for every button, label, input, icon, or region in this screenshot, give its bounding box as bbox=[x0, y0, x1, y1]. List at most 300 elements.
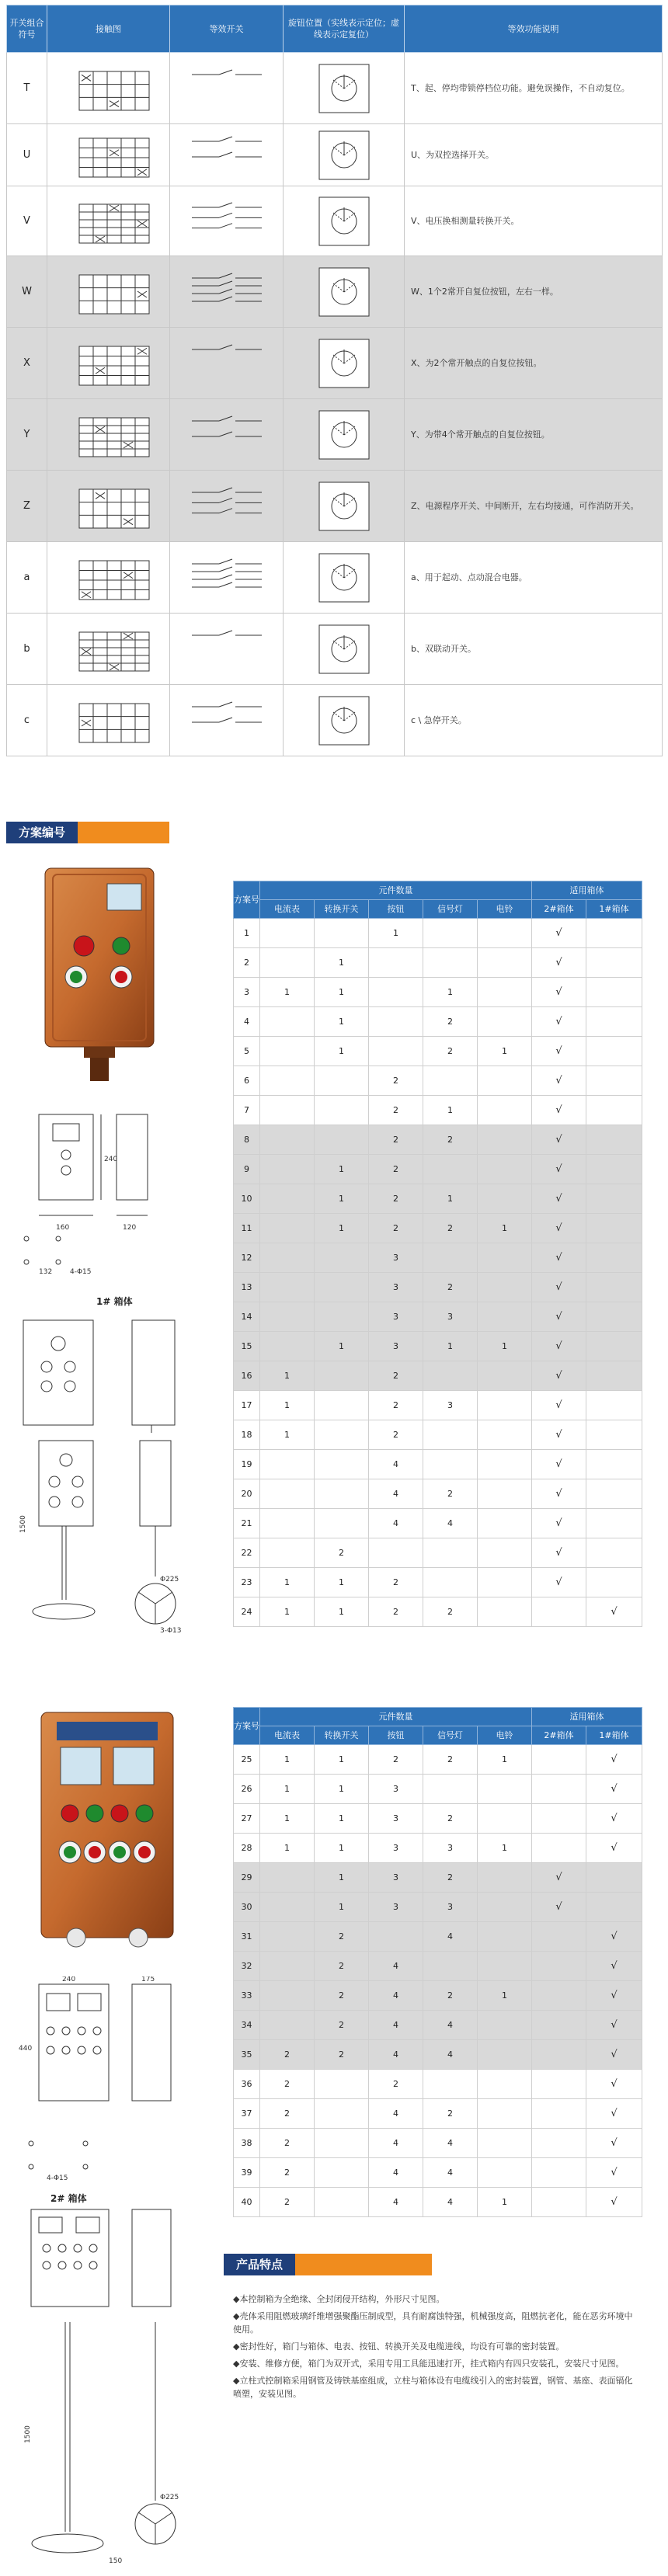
table-cell: 2 bbox=[260, 2070, 315, 2099]
t1-col-header: 电流表 bbox=[260, 900, 315, 919]
table-cell: 2 bbox=[369, 1420, 423, 1450]
t2-col-header: 信号灯 bbox=[423, 1726, 478, 1745]
table-cell: √ bbox=[532, 919, 586, 948]
table-cell bbox=[478, 1302, 532, 1332]
table-cell bbox=[478, 978, 532, 1007]
table-cell: 4 bbox=[369, 1479, 423, 1509]
function-description: c \ 急停开关。 bbox=[405, 685, 663, 756]
contact-diagram bbox=[62, 64, 155, 113]
table-cell bbox=[586, 1450, 642, 1479]
table-row bbox=[234, 1893, 642, 1922]
scheme-number: 21 bbox=[234, 1509, 260, 1538]
table-cell: 3 bbox=[369, 1243, 423, 1273]
contact-diagram-cell bbox=[47, 542, 170, 614]
table-cell: 2 bbox=[260, 2129, 315, 2158]
table-cell bbox=[478, 1184, 532, 1214]
header-equivalent-switch: 等效开关 bbox=[170, 5, 284, 53]
table-cell: √ bbox=[532, 948, 586, 978]
contact-diagram bbox=[62, 553, 155, 603]
table-cell bbox=[478, 1804, 532, 1834]
table-cell bbox=[586, 1863, 642, 1893]
table-cell: 2 bbox=[369, 1214, 423, 1243]
table-cell bbox=[478, 1597, 532, 1627]
scheme-number: 2 bbox=[234, 948, 260, 978]
contact-diagram-cell bbox=[47, 256, 170, 328]
t1-col-header: 2#箱体 bbox=[532, 900, 586, 919]
table-cell: √ bbox=[586, 1597, 642, 1627]
table-cell: 3 bbox=[369, 1302, 423, 1332]
table-cell bbox=[315, 2099, 369, 2129]
table-cell: 4 bbox=[369, 2129, 423, 2158]
equivalent-switch-cell bbox=[170, 542, 284, 614]
knob-position-cell bbox=[284, 614, 405, 685]
table-row bbox=[234, 1214, 642, 1243]
function-description: W、1个2常开自复位按钮，左右一样。 bbox=[405, 256, 663, 328]
scheme-number: 3 bbox=[234, 978, 260, 1007]
t1-col-header: 电铃 bbox=[478, 900, 532, 919]
table-cell bbox=[260, 1037, 315, 1066]
table-row bbox=[234, 1981, 642, 2011]
table-cell: 2 bbox=[423, 1479, 478, 1509]
scheme-number: 23 bbox=[234, 1568, 260, 1597]
table-cell bbox=[586, 1125, 642, 1155]
table-cell: 4 bbox=[369, 2011, 423, 2040]
table-cell: √ bbox=[532, 1391, 586, 1420]
table-cell: 4 bbox=[423, 1922, 478, 1952]
scheme-section-title: 方案编号 bbox=[6, 822, 78, 843]
table-cell bbox=[586, 1479, 642, 1509]
table-cell bbox=[478, 1155, 532, 1184]
switch-row bbox=[7, 256, 663, 328]
table-row bbox=[234, 2188, 642, 2217]
table-cell bbox=[260, 1125, 315, 1155]
table-cell: 1 bbox=[260, 1420, 315, 1450]
table-row bbox=[234, 978, 642, 1007]
table-row bbox=[234, 1479, 642, 1509]
table-cell bbox=[586, 1214, 642, 1243]
switch-row bbox=[7, 186, 663, 256]
table-cell bbox=[478, 1273, 532, 1302]
table-cell: √ bbox=[532, 1893, 586, 1922]
table-cell bbox=[315, 1479, 369, 1509]
table-cell bbox=[369, 978, 423, 1007]
table-cell bbox=[586, 1037, 642, 1066]
table-cell: 1 bbox=[315, 1745, 369, 1775]
function-description: X、为2个常开触点的自复位按钮。 bbox=[405, 328, 663, 399]
t1-col-header: 转换开关 bbox=[315, 900, 369, 919]
table-cell bbox=[586, 1391, 642, 1420]
table-cell: √ bbox=[586, 1775, 642, 1804]
table-cell bbox=[532, 1952, 586, 1981]
knob-position-diagram bbox=[313, 128, 375, 183]
table-cell: 1 bbox=[260, 1804, 315, 1834]
scheme-number: 9 bbox=[234, 1155, 260, 1184]
table-cell bbox=[586, 1893, 642, 1922]
table-cell: √ bbox=[586, 2099, 642, 2129]
switch-combination-table bbox=[6, 5, 663, 756]
table-cell: √ bbox=[586, 1922, 642, 1952]
table-cell: 4 bbox=[369, 1981, 423, 2011]
equivalent-switch-cell bbox=[170, 53, 284, 124]
box2-pedestal-hole: 150 bbox=[109, 2557, 123, 2565]
table-row bbox=[234, 1834, 642, 1863]
header-knob-position: 旋钮位置（实线表示定位；虚线表示定复位） bbox=[284, 5, 405, 53]
table-cell: 2 bbox=[423, 1214, 478, 1243]
box2-dim-holes: 4-Φ15 bbox=[47, 2174, 68, 2182]
table-row bbox=[234, 1745, 642, 1775]
contact-diagram bbox=[62, 410, 155, 460]
table-cell bbox=[586, 1007, 642, 1037]
table-cell bbox=[532, 2011, 586, 2040]
scheme-number: 12 bbox=[234, 1243, 260, 1273]
knob-position-cell bbox=[284, 542, 405, 614]
table-cell: √ bbox=[532, 1332, 586, 1361]
table-cell bbox=[423, 1538, 478, 1568]
table-cell bbox=[478, 1568, 532, 1597]
knob-position-cell bbox=[284, 328, 405, 399]
scheme-number: 5 bbox=[234, 1037, 260, 1066]
table-cell bbox=[586, 978, 642, 1007]
knob-position-diagram bbox=[313, 265, 375, 319]
table-cell bbox=[260, 1155, 315, 1184]
equivalent-switch-cell bbox=[170, 256, 284, 328]
feature-item: ◆安装、维修方便，箱门为双开式，采用专用工具能迅速打开，挂式箱内有四只安装孔，安装尺寸见图。 bbox=[233, 2359, 625, 2369]
table-cell: 4 bbox=[369, 2188, 423, 2217]
table-cell bbox=[260, 1273, 315, 1302]
table-cell: 1 bbox=[478, 1332, 532, 1361]
switch-code: Z bbox=[7, 471, 47, 542]
knob-position-cell bbox=[284, 186, 405, 256]
table-cell: 2 bbox=[369, 1568, 423, 1597]
table-cell: 2 bbox=[315, 1981, 369, 2011]
switch-row bbox=[7, 542, 663, 614]
table-cell bbox=[478, 948, 532, 978]
equivalent-switch-diagram bbox=[184, 553, 270, 603]
knob-position-cell bbox=[284, 256, 405, 328]
table-row bbox=[234, 2158, 642, 2188]
scheme-number: 17 bbox=[234, 1391, 260, 1420]
table-cell bbox=[260, 1184, 315, 1214]
table-cell bbox=[478, 1391, 532, 1420]
table-cell: 3 bbox=[369, 1804, 423, 1834]
table-cell bbox=[315, 1125, 369, 1155]
table-cell bbox=[586, 1243, 642, 1273]
table-cell: √ bbox=[532, 1450, 586, 1479]
equivalent-switch-diagram bbox=[184, 130, 270, 180]
table-cell: 1 bbox=[315, 1597, 369, 1627]
table-cell bbox=[423, 1066, 478, 1096]
equivalent-switch-diagram bbox=[184, 410, 270, 460]
table-cell bbox=[260, 1302, 315, 1332]
table-cell: 1 bbox=[260, 1391, 315, 1420]
table-row bbox=[234, 1391, 642, 1420]
table-cell bbox=[260, 1332, 315, 1361]
equivalent-switch-diagram bbox=[184, 64, 270, 113]
table-cell bbox=[423, 2070, 478, 2099]
contact-diagram bbox=[62, 130, 155, 180]
equivalent-switch-cell bbox=[170, 471, 284, 542]
table-cell bbox=[369, 1007, 423, 1037]
table-cell: 1 bbox=[478, 1981, 532, 2011]
equivalent-switch-diagram bbox=[184, 696, 270, 746]
scheme-number: 38 bbox=[234, 2129, 260, 2158]
table-cell: √ bbox=[532, 1479, 586, 1509]
table-cell: √ bbox=[532, 978, 586, 1007]
table-cell bbox=[478, 1096, 532, 1125]
table-cell: 2 bbox=[369, 1096, 423, 1125]
contact-diagram bbox=[62, 624, 155, 674]
scheme-number: 16 bbox=[234, 1361, 260, 1391]
t1-header-components: 元件数量 bbox=[260, 881, 532, 900]
table-row bbox=[234, 1273, 642, 1302]
table-cell: √ bbox=[586, 1834, 642, 1863]
knob-position-diagram bbox=[313, 336, 375, 391]
scheme-number: 11 bbox=[234, 1214, 260, 1243]
scheme-table-1 bbox=[233, 881, 642, 1627]
table-cell: 1 bbox=[315, 1804, 369, 1834]
table-cell: 3 bbox=[369, 1775, 423, 1804]
t2-header-scheme: 方案号 bbox=[234, 1708, 260, 1745]
switch-code: X bbox=[7, 328, 47, 399]
switch-code: b bbox=[7, 614, 47, 685]
table-cell bbox=[478, 919, 532, 948]
table-cell bbox=[315, 1450, 369, 1479]
scheme-number: 40 bbox=[234, 2188, 260, 2217]
scheme-number: 36 bbox=[234, 2070, 260, 2099]
table-cell bbox=[315, 2158, 369, 2188]
table-cell bbox=[478, 1893, 532, 1922]
box2-photo bbox=[30, 1705, 185, 1961]
table-cell: 4 bbox=[423, 2129, 478, 2158]
table-cell: √ bbox=[586, 1745, 642, 1775]
table-cell: 1 bbox=[260, 978, 315, 1007]
table-cell: 2 bbox=[315, 2040, 369, 2070]
table-row bbox=[234, 1863, 642, 1893]
table-cell: √ bbox=[586, 2129, 642, 2158]
table-cell: 3 bbox=[369, 1863, 423, 1893]
table-row bbox=[234, 1509, 642, 1538]
table-cell: 3 bbox=[369, 1273, 423, 1302]
switch-table-header bbox=[7, 5, 663, 53]
table-cell bbox=[532, 1775, 586, 1804]
table-cell bbox=[423, 1568, 478, 1597]
equivalent-switch-cell bbox=[170, 399, 284, 471]
scheme-number: 39 bbox=[234, 2158, 260, 2188]
scheme-number: 28 bbox=[234, 1834, 260, 1863]
scheme-number: 32 bbox=[234, 1952, 260, 1981]
table-cell bbox=[260, 919, 315, 948]
scheme-number: 25 bbox=[234, 1745, 260, 1775]
table-cell: √ bbox=[532, 1096, 586, 1125]
table-cell bbox=[532, 1745, 586, 1775]
box1-dim-depth: 120 bbox=[123, 1224, 137, 1232]
box1-dim-width: 160 bbox=[56, 1224, 70, 1232]
table-cell: 2 bbox=[369, 1361, 423, 1391]
table-cell: 2 bbox=[369, 1125, 423, 1155]
switch-code: Y bbox=[7, 399, 47, 471]
contact-diagram-cell bbox=[47, 53, 170, 124]
box1-pedestal-height: 1500 bbox=[19, 1515, 27, 1533]
table-cell: 1 bbox=[315, 1155, 369, 1184]
table-cell: √ bbox=[532, 1007, 586, 1037]
table-cell: 2 bbox=[260, 2158, 315, 2188]
table-cell bbox=[532, 1981, 586, 2011]
table-cell bbox=[423, 1361, 478, 1391]
box2-label: 2# 箱体 bbox=[50, 2193, 87, 2204]
box2-pedestal-drawing bbox=[16, 2322, 202, 2571]
table-cell bbox=[532, 2070, 586, 2099]
table-cell bbox=[478, 1007, 532, 1037]
table-row bbox=[234, 1952, 642, 1981]
contact-diagram-cell bbox=[47, 124, 170, 186]
knob-position-cell bbox=[284, 53, 405, 124]
switch-code: a bbox=[7, 542, 47, 614]
function-description: a、用于起动、点动混合电器。 bbox=[405, 542, 663, 614]
features-banner bbox=[224, 2254, 432, 2275]
switch-row bbox=[7, 685, 663, 756]
scheme-number: 20 bbox=[234, 1479, 260, 1509]
features-list bbox=[233, 2293, 637, 2404]
table-cell: √ bbox=[532, 1125, 586, 1155]
table-row bbox=[234, 919, 642, 948]
table-cell: 1 bbox=[478, 1834, 532, 1863]
table-cell bbox=[260, 1214, 315, 1243]
table-cell bbox=[478, 2011, 532, 2040]
table-cell: 1 bbox=[315, 1214, 369, 1243]
table-cell: √ bbox=[532, 1361, 586, 1391]
feature-item: ◆立柱式控制箱采用钢管及铸铁基座组成，立柱与箱体设有电缆线引入的密封装置，钢管、基座、表面镉化喷塑，安装见图。 bbox=[233, 2376, 633, 2399]
features-banner-accent bbox=[295, 2254, 432, 2275]
table-cell bbox=[478, 1775, 532, 1804]
knob-position-diagram bbox=[313, 194, 375, 249]
table-cell: 4 bbox=[423, 1509, 478, 1538]
t1-col-header: 按钮 bbox=[369, 900, 423, 919]
table-cell: 3 bbox=[369, 1834, 423, 1863]
box1-pedestal-drawing bbox=[16, 1437, 202, 1639]
table-cell bbox=[260, 1952, 315, 1981]
table-cell bbox=[315, 1420, 369, 1450]
function-description: Y、为带4个常开触点的自复位按钮。 bbox=[405, 399, 663, 471]
table-cell: 2 bbox=[423, 1981, 478, 2011]
table-cell bbox=[586, 1361, 642, 1391]
table-cell: 4 bbox=[369, 2099, 423, 2129]
scheme-number: 30 bbox=[234, 1893, 260, 1922]
table-cell: 1 bbox=[315, 1184, 369, 1214]
table-cell: 1 bbox=[315, 1568, 369, 1597]
table-cell bbox=[478, 1538, 532, 1568]
contact-diagram-cell bbox=[47, 471, 170, 542]
table-row bbox=[234, 1125, 642, 1155]
t2-col-header: 电铃 bbox=[478, 1726, 532, 1745]
t1-col-header: 1#箱体 bbox=[586, 900, 642, 919]
contact-diagram bbox=[62, 267, 155, 317]
table-cell: 1 bbox=[369, 919, 423, 948]
equivalent-switch-diagram bbox=[184, 339, 270, 388]
table-cell bbox=[315, 1302, 369, 1332]
t2-col-header: 1#箱体 bbox=[586, 1726, 642, 1745]
box2-dim-depth: 175 bbox=[141, 1976, 155, 1983]
table-cell bbox=[532, 1834, 586, 1863]
table-cell: √ bbox=[532, 1568, 586, 1597]
table-cell: 1 bbox=[315, 1037, 369, 1066]
box1-dimension-drawing bbox=[16, 1107, 202, 1433]
table-cell: 2 bbox=[423, 1863, 478, 1893]
box2-dim-height: 440 bbox=[19, 2045, 33, 2053]
table-cell bbox=[369, 948, 423, 978]
feature-item: ◆本控制箱为全绝缘、全封闭侵开结构，外形尺寸见图。 bbox=[233, 2294, 445, 2304]
scheme-number: 33 bbox=[234, 1981, 260, 2011]
equivalent-switch-cell bbox=[170, 124, 284, 186]
features-title: 产品特点 bbox=[224, 2254, 295, 2275]
equivalent-switch-diagram bbox=[184, 196, 270, 246]
scheme-number: 15 bbox=[234, 1332, 260, 1361]
knob-position-diagram bbox=[313, 61, 375, 116]
scheme-number: 10 bbox=[234, 1184, 260, 1214]
table-row bbox=[234, 1420, 642, 1450]
table-cell bbox=[260, 1096, 315, 1125]
t2-col-header: 按钮 bbox=[369, 1726, 423, 1745]
table-cell bbox=[260, 1922, 315, 1952]
switch-row bbox=[7, 53, 663, 124]
table-cell: √ bbox=[532, 1184, 586, 1214]
table-cell: 1 bbox=[423, 1332, 478, 1361]
box1-dim-hole: 132 bbox=[39, 1268, 53, 1276]
t1-header-scheme: 方案号 bbox=[234, 881, 260, 919]
table-cell: √ bbox=[532, 1243, 586, 1273]
table-cell bbox=[423, 1450, 478, 1479]
table-cell bbox=[478, 2070, 532, 2099]
table-cell bbox=[532, 2129, 586, 2158]
knob-position-cell bbox=[284, 471, 405, 542]
table-cell bbox=[586, 1538, 642, 1568]
table-cell bbox=[478, 1420, 532, 1450]
table-cell: 4 bbox=[423, 2188, 478, 2217]
table-cell bbox=[478, 1952, 532, 1981]
table-cell bbox=[315, 1391, 369, 1420]
table-cell bbox=[423, 1952, 478, 1981]
table-cell bbox=[532, 2188, 586, 2217]
switch-code: U bbox=[7, 124, 47, 186]
function-description: b、双联动开关。 bbox=[405, 614, 663, 685]
table-cell: √ bbox=[586, 2040, 642, 2070]
table-cell: √ bbox=[586, 2188, 642, 2217]
table-cell bbox=[315, 1243, 369, 1273]
table-cell: √ bbox=[532, 1214, 586, 1243]
table-cell: √ bbox=[586, 1981, 642, 2011]
knob-position-cell bbox=[284, 124, 405, 186]
scheme-number: 1 bbox=[234, 919, 260, 948]
switch-code: c bbox=[7, 685, 47, 756]
table-cell: √ bbox=[532, 1037, 586, 1066]
table-cell bbox=[260, 1066, 315, 1096]
table-cell: 1 bbox=[478, 1214, 532, 1243]
table-row bbox=[234, 1922, 642, 1952]
table-cell: 1 bbox=[315, 1863, 369, 1893]
table-cell: 2 bbox=[369, 1155, 423, 1184]
table-cell: 2 bbox=[423, 1037, 478, 1066]
function-description: T、起、停均带锁停档位功能。避免误操作，不自动复位。 bbox=[405, 53, 663, 124]
table-cell bbox=[315, 1066, 369, 1096]
table-cell bbox=[586, 1155, 642, 1184]
table-cell: 1 bbox=[315, 948, 369, 978]
table-cell bbox=[315, 2188, 369, 2217]
table-cell bbox=[260, 1509, 315, 1538]
table-cell: 1 bbox=[423, 1184, 478, 1214]
table-row bbox=[234, 1302, 642, 1332]
switch-code: V bbox=[7, 186, 47, 256]
table-row bbox=[234, 2011, 642, 2040]
table-cell: 4 bbox=[423, 2011, 478, 2040]
